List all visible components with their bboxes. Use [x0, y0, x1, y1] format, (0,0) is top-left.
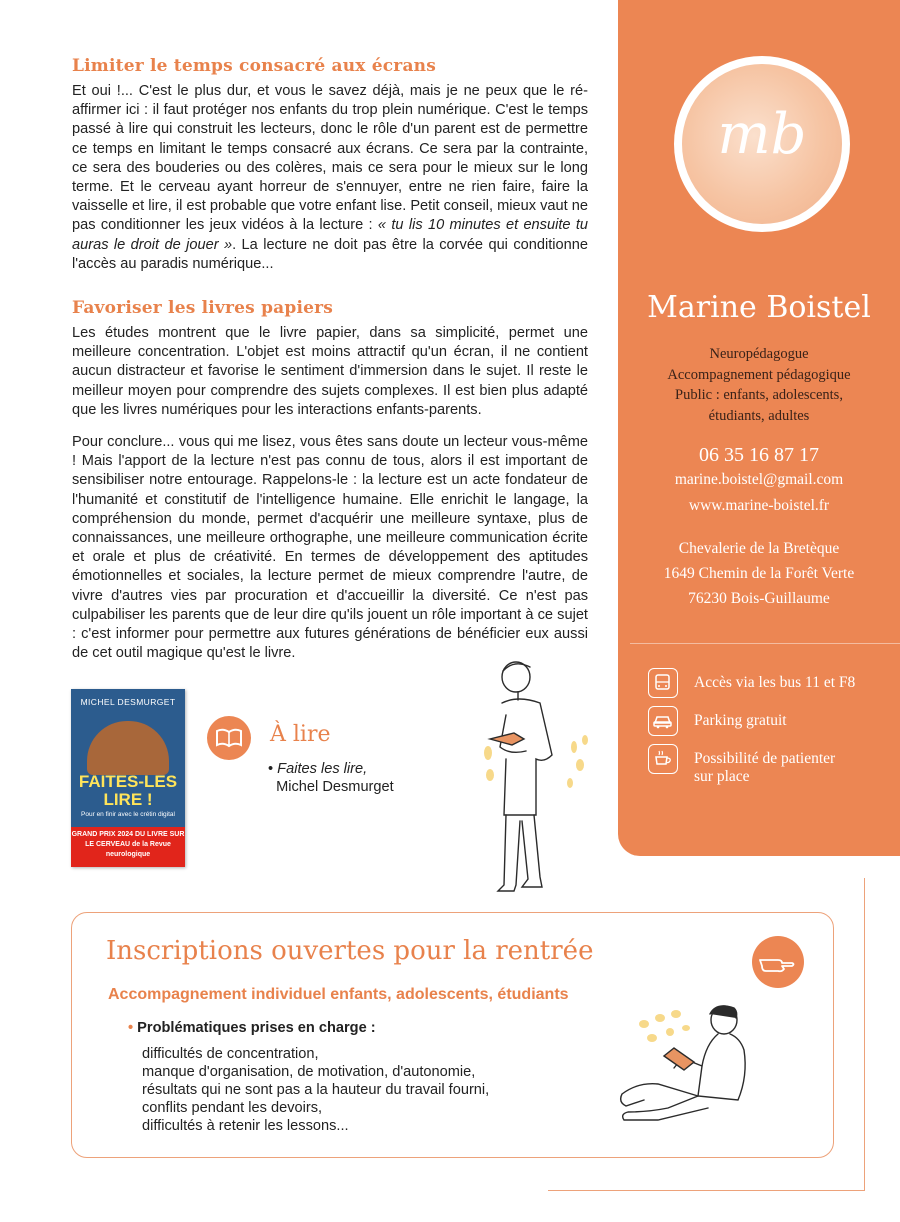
feature-label-line: sur place	[694, 768, 750, 785]
feature-parking	[648, 706, 888, 742]
registration-subtitle: Accompagnement individuel enfants, adolescents, étudiants	[108, 986, 569, 1003]
paragraph-screens-text-a: Et oui !... C'est le plus dur, et vous le savez déjà, mais je ne peux que le ré-affirmer ici : il faut protéger nos enfants du trop plein numérique. C'est le temps passé à lire qui construit les lecteurs, donc le rôle d'un parent est de permettre ce temps en limitant le temps consacré aux écrans. Ce sera par la contrainte, ce sera des bouderies ou des colères, mais ce sera pour le mieux sur le long terme. Et le cerveau ayant horreur de s'ennuyer, entre ne rien faire, faire la vaisselle et lire, il est probable que votre enfant lise. Petit conseil, mieux vaut ne pas conditionner les jeux vidéos à la lecture :	[72, 83, 588, 234]
paragraph-screens	[72, 82, 588, 274]
registration-bullet-label: Problématiques prises en charge :	[137, 1020, 376, 1036]
book-cover-subtitle: Pour en finir avec le crétin digital	[81, 811, 175, 818]
book-cover	[71, 689, 185, 867]
address-line: Chevalerie de la Bretèque	[678, 540, 840, 557]
profession-line: Accompagnement pédagogique	[667, 366, 851, 383]
book-cover-title	[71, 773, 185, 809]
profession-line: Neuropédagogue	[709, 346, 809, 362]
reading-suggestion-author: Michel Desmurget	[276, 779, 394, 795]
section-title-screens: Limiter le temps consacré aux écrans	[72, 56, 437, 76]
website-link[interactable]: www.marine-boistel.fr	[688, 497, 830, 514]
paragraph-screens-quote: « tu lis 10 minutes et ensuite tu auras le droit de jouer »	[72, 217, 588, 253]
book-cover-child-illustration	[87, 721, 169, 775]
feature-bus-access	[648, 668, 888, 704]
open-book-icon	[207, 716, 251, 760]
sitting-reader-illustration	[598, 996, 774, 1126]
book-cover-title-line2: LIRE !	[103, 790, 153, 809]
profession-line: Public : enfants, adolescents,	[675, 387, 843, 403]
registration-bullet	[128, 1020, 376, 1036]
feature-waiting	[648, 744, 888, 785]
list-item: résultats qui ne sont pas a la hauteur du travail fourni,	[142, 1082, 490, 1098]
registration-issues-list	[142, 1045, 489, 1135]
profession-line: étudiants, adultes	[708, 407, 810, 424]
bullet-dot: •	[128, 1020, 134, 1036]
practitioner-name: Marine Boistel	[647, 290, 871, 325]
paragraph-paper-books: Les études montrent que le livre papier, dans sa simplicité, permet une meilleure concentration. L'objet est moins attractif qu'un écran, il ne contient aucun distracteur et favorise le sentiment d'immersion dans le sujet. Il reste le meilleur moyen pour comprendre des sujets complexes. Il est bien plus adapté que les livres numériques pour les interactions enfants-parents.	[72, 325, 588, 418]
phone-number[interactable]: 06 35 16 87 17	[699, 444, 819, 466]
logo-monogram: mb	[717, 102, 807, 167]
decorative-border-line	[864, 878, 865, 1190]
book-cover-author: MICHEL DESMURGET	[80, 697, 176, 707]
sidebar-divider	[630, 643, 900, 644]
address-line: 76230 Bois-Guillaume	[688, 590, 830, 607]
coffee-cup-icon	[648, 744, 678, 774]
practitioner-profession	[618, 344, 900, 426]
address-line: 1649 Chemin de la Forêt Verte	[663, 565, 855, 582]
postal-address	[618, 536, 900, 611]
list-item: manque d'organisation, de motivation, d'autonomie,	[142, 1064, 476, 1080]
paragraph-screens-text-b: . La lecture ne doit pas être la corvée qui conditionne l'accès au paradis numérique...	[72, 236, 588, 272]
logo	[674, 56, 850, 232]
reading-suggestion-item: • Faites les lire, Michel Desmurget	[268, 761, 394, 795]
bus-icon	[648, 668, 678, 698]
decorative-border-line	[548, 1190, 865, 1191]
pointing-hand-icon	[752, 936, 804, 988]
list-item: difficultés à retenir les lessons...	[142, 1118, 349, 1134]
registration-title: Inscriptions ouvertes pour la rentrée	[106, 936, 594, 966]
book-cover-prize-band: GRAND PRIX 2024 DU LIVRE SUR LE CERVEAU de la Revue neurologique	[71, 827, 185, 867]
feature-label	[694, 750, 894, 786]
standing-reader-illustration	[470, 655, 600, 905]
email-link[interactable]: marine.boistel@gmail.com	[674, 471, 844, 488]
feature-label: Parking gratuit	[694, 712, 787, 729]
book-cover-title-line1: FAITES-LES	[78, 772, 178, 791]
reading-suggestion-title: À lire	[270, 722, 331, 747]
contact-sidebar	[618, 0, 900, 856]
section-title-paper-books: Favoriser les livres papiers	[72, 298, 334, 318]
reading-suggestion-book-title: Faites les lire,	[277, 761, 368, 777]
list-item: difficultés de concentration,	[142, 1046, 319, 1062]
feature-label: Accès via les bus 11 et F8	[694, 674, 856, 691]
car-icon	[648, 706, 678, 736]
paragraph-conclusion: Pour conclure... vous qui me lisez, vous êtes sans doute un lecteur vous-même ! Mais l'apport de la lecture n'est pas connu de tous, alors il est important de sensibiliser notre entourage. Rappelons-le : la lecture est un acte fondateur de l'humanité et constitutif de l'intelligence humaine. Elle enrichit le langage, la compréhension du monde, permet d'acquérir une meilleure syntaxe, plus de connaissances, une meilleure orthographe, une meilleure communication écrite et orale et plus de créativité. En termes de développement des aptitudes émotionnelles et sociales, la lecture permet de mieux comprendre l'autre, de vivre d'autres vies par procuration et d'accueillir la diversité. Ce n'est pas culpabiliser les parents que de leur dire qu'ils jouent un rôle important à ce sujet : c'est informer pour permettre aux futures générations de bénéficier eux aussi de cet outil magique qu'est le livre.	[72, 434, 588, 662]
list-item: conflits pendant les devoirs,	[142, 1100, 323, 1116]
feature-label-line: Possibilité de patienter	[694, 750, 836, 767]
